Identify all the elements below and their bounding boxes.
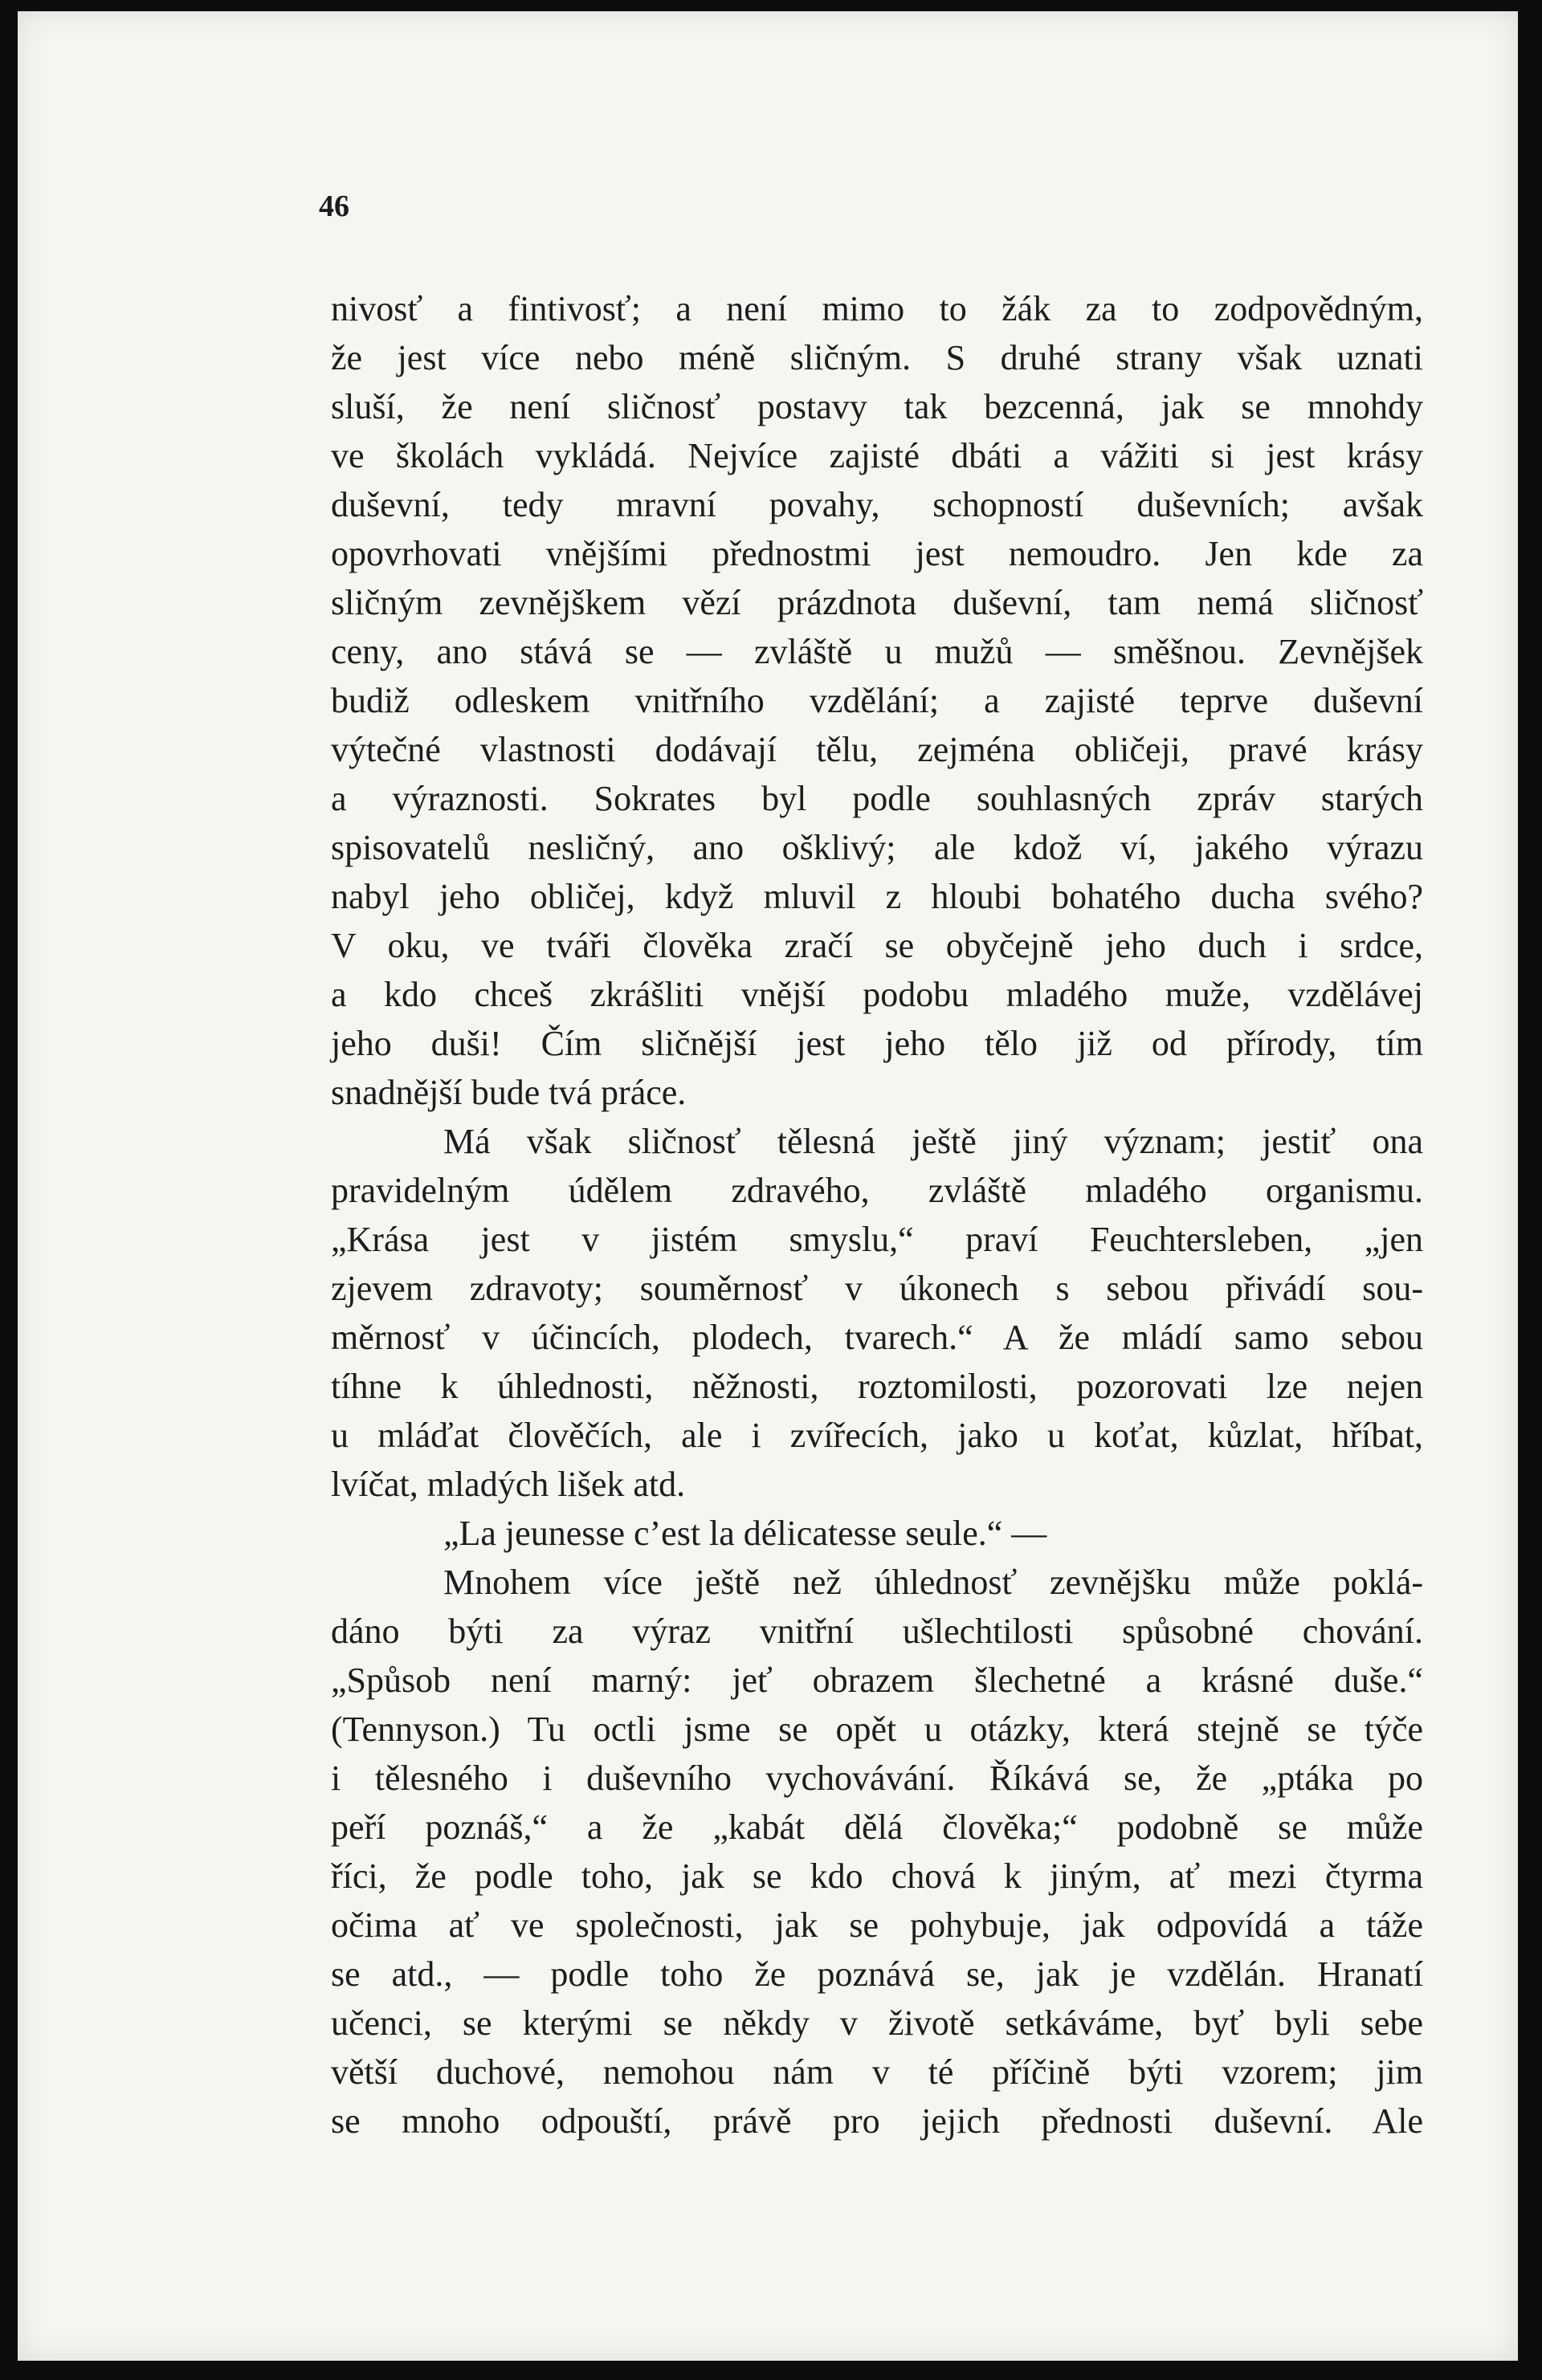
text-line: jeho duši! Čím sličnější jest jeho tělo již od přírody, tím <box>331 1024 1423 1063</box>
text-line: „Krása jest v jistém smyslu,“ praví Feuchtersleben, „jen <box>331 1220 1423 1259</box>
text-line: tíhne k úhlednosti, něžnosti, roztomilosti, pozorovati lze nejen <box>331 1367 1423 1406</box>
text-line: a výraznosti. Sokrates byl podle souhlasných zpráv starých <box>331 779 1423 818</box>
text-line: měrnosť v účincích, plodech, tvarech.“ A že mládí samo sebou <box>331 1318 1423 1357</box>
text-line: duševní, tedy mravní povahy, schopností duševních; avšak <box>331 485 1423 524</box>
text-line: „Spůsob není marný: jeť obrazem šlechetné a krásné duše.“ <box>331 1661 1423 1700</box>
text-line: spisovatelů nesličný, ano ošklivý; ale kdož ví, jakého výrazu <box>331 828 1423 867</box>
text-line: a kdo chceš zkrášliti vnější podobu mladého muže, vzdělávej <box>331 975 1423 1014</box>
text-line: u mláďat člověčích, ale i zvířecích, jako u koťat, kůzlat, hříbat, <box>331 1416 1423 1455</box>
text-line: se atd., — podle toho že poznává se, jak je vzdělán. Hranatí <box>331 1954 1423 1994</box>
text-line: dáno býti za výraz vnitřní ušlechtilosti spůsobné chování. <box>331 1612 1423 1651</box>
text-line: učenci, se kterými se někdy v životě setkáváme, byť byli sebe <box>331 2003 1423 2043</box>
text-line: nivosť a fintivosť; a není mimo to žák za to zodpovědným, <box>331 289 1423 328</box>
text-line: sluší, že není sličnosť postavy tak bezcenná, jak se mnohdy <box>331 387 1423 426</box>
text-line: Mnohem více ještě než úhlednosť zevnějšku může poklá- <box>443 1563 1423 1602</box>
text-line: se mnoho odpouští, právě pro jejich přednosti duševní. Ale <box>331 2101 1423 2141</box>
text-line: lvíčat, mladých lišek atd. <box>331 1465 686 1504</box>
text-line: (Tennyson.) Tu octli jsme se opět u otázky, která stejně se týče <box>331 1710 1423 1749</box>
text-line: snadnější bude tvá práce. <box>331 1073 687 1112</box>
body-text <box>331 284 1423 2146</box>
text-line: větší duchové, nemohou nám v té příčině býti vzorem; jim <box>331 2052 1423 2092</box>
text-line: peří poznáš,“ a že „kabát dělá člověka;“ podobně se může <box>331 1807 1423 1847</box>
text-line: nabyl jeho obličej, když mluvil z hloubi bohatého ducha svého? <box>331 877 1423 916</box>
book-page <box>18 11 1518 2361</box>
text-line: ceny, ano stává se — zvláště u mužů — směšnou. Zevnějšek <box>331 632 1423 671</box>
text-line: očima ať ve společnosti, jak se pohybuje, jak odpovídá a táže <box>331 1905 1423 1945</box>
page-number: 46 <box>319 190 349 223</box>
text-line: říci, že podle toho, jak se kdo chová k jiným, ať mezi čtyrma <box>331 1856 1423 1896</box>
text-line: ve školách vykládá. Nejvíce zajisté dbáti a vážiti si jest krásy <box>331 436 1423 475</box>
text-line: V oku, ve tváři člověka zračí se obyčejně jeho duch i srdce, <box>331 926 1423 965</box>
text-line: budiž odleskem vnitřního vzdělání; a zajisté teprve duševní <box>331 681 1423 720</box>
text-line: výtečné vlastnosti dodávají tělu, zejména obličeji, pravé krásy <box>331 730 1423 769</box>
text-line: pravidelným údělem zdravého, zvláště mladého organismu. <box>331 1171 1423 1210</box>
text-line: sličným zevnějškem vězí prázdnota duševní, tam nemá sličnosť <box>331 583 1423 622</box>
text-line: „La jeunesse c’est la délicatesse seule.“ — <box>443 1514 1047 1553</box>
text-line: opovrhovati vnějšími přednostmi jest nemoudro. Jen kde za <box>331 534 1423 573</box>
text-line: že jest více nebo méně sličným. S druhé strany však uznati <box>331 338 1423 377</box>
text-line: zjevem zdravoty; souměrnosť v úkonech s sebou přivádí sou- <box>331 1269 1423 1308</box>
text-line: i tělesného i duševního vychovávání. Říkává se, že „ptáka po <box>331 1759 1423 1798</box>
text-line: Má však sličnosť tělesná ještě jiný význam; jestiť ona <box>443 1122 1423 1161</box>
